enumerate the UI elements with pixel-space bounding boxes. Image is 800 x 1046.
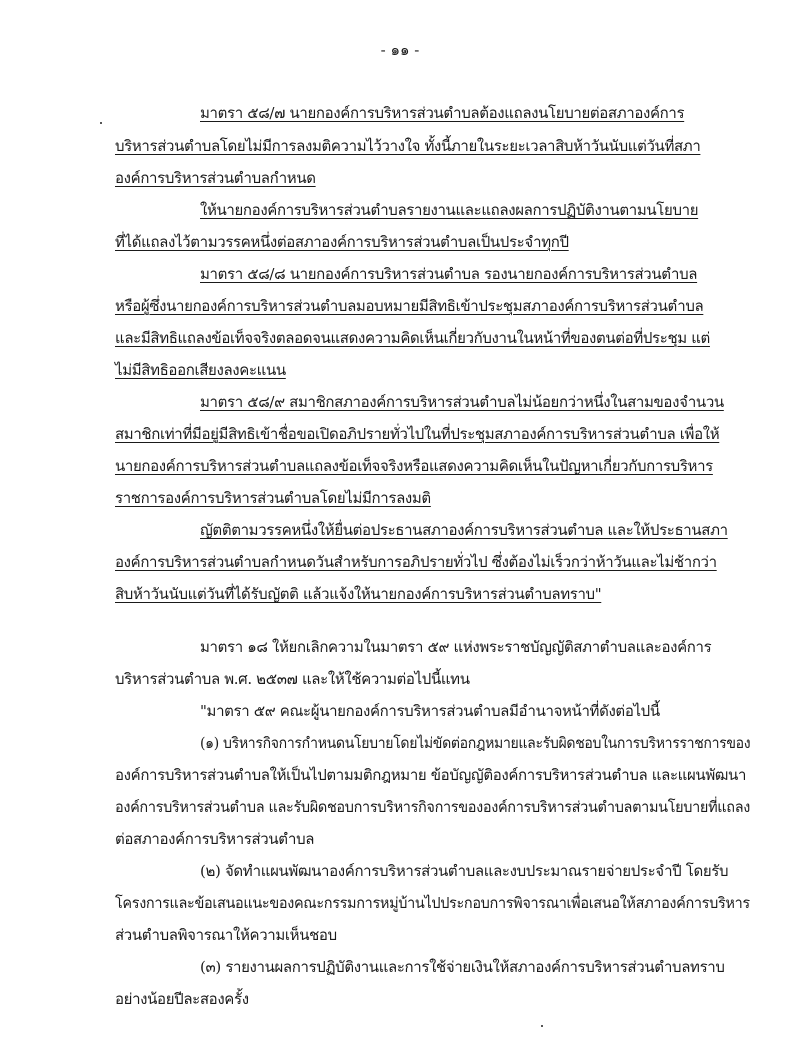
text-line: องค์การบริหารส่วนตำบล และรับผิดชอบการบริหารกิจการขององค์การบริหารส่วนตำบลตามนโยบายที่แถลง (115, 798, 750, 816)
text-line: มาตรา ๕๘/๘ นายกองค์การบริหารส่วนตำบล รองนายกองค์การบริหารส่วนตำบล (200, 265, 698, 283)
text-line: (๑) บริหารกิจการกำหนดนโยบายโดยไม่ขัดต่อกฎหมายและรับผิดชอบในการบริหารราชการของ (200, 734, 751, 752)
text-line: อย่างน้อยปีละสองครั้ง (115, 990, 249, 1008)
text-line: บริหารส่วนตำบล พ.ศ. ๒๕๓๗ และให้ใช้ความต่อไปนี้แทน (115, 670, 470, 688)
text-line: ราชการองค์การบริหารส่วนตำบลโดยไม่มีการลงมติ (115, 489, 431, 507)
text-line: ส่วนตำบลพิจารณาให้ความเห็นชอบ (115, 926, 337, 944)
text-line: (๒) จัดทำแผนพัฒนาองค์การบริหารส่วนตำบลและงบประมาณรายจ่ายประจำปี โดยรับ (200, 862, 729, 880)
text-line: นายกองค์การบริหารส่วนตำบลแถลงข้อเท็จจริงหรือแสดงความคิดเห็นในปัญหาเกี่ยวกับการบริหาร (115, 457, 713, 475)
text-line: ไม่มีสิทธิออกเสียงลงคะแนน (115, 361, 286, 379)
text-line: มาตรา ๕๘/๙ สมาชิกสภาองค์การบริหารส่วนตำบลไม่น้อยกว่าหนึ่งในสามของจำนวน (200, 393, 724, 411)
text-line: สิบห้าวันนับแต่วันที่ได้รับญัตติ แล้วแจ้งให้นายกองค์การบริหารส่วนตำบลทราบ" (115, 585, 602, 603)
text-line: "มาตรา ๕๙ คณะผู้นายกองค์การบริหารส่วนตำบลมีอำนาจหน้าที่ดังต่อไปนี้ (200, 702, 660, 720)
text-line: (๓) รายงานผลการปฏิบัติงานและการใช้จ่ายเงินให้สภาองค์การบริหารส่วนตำบลทราบ (200, 958, 725, 976)
text-line: และมีสิทธิแถลงข้อเท็จจริงตลอดจนแสดงความคิดเห็นเกี่ยวกับงานในหน้าที่ของตนต่อที่ประชุม แต่ (115, 329, 710, 347)
text-line: องค์การบริหารส่วนตำบลให้เป็นไปตามมติกฎหมาย ข้อบัญญัติองค์การบริหารส่วนตำบล และแผนพัฒนา (115, 766, 747, 784)
page-number: - ๑๑ - (380, 41, 420, 59)
text-line: บริหารส่วนตำบลโดยไม่มีการลงมติความไว้วางใจ ทั้งนี้ภายในระยะเวลาสิบห้าวันนับแต่วันที่สภา (115, 137, 701, 155)
text-line: องค์การบริหารส่วนตำบลกำหนด (115, 169, 316, 187)
text-line: โครงการและข้อเสนอแนะของคณะกรรมการหมู่บ้านไปประกอบการพิจารณาเพื่อเสนอให้สภาองค์การบริหาร (115, 894, 750, 912)
scan-speck (100, 122, 102, 124)
text-line: ต่อสภาองค์การบริหารส่วนตำบล (115, 830, 315, 848)
text-line: ที่ได้แถลงไว้ตามวรรคหนึ่งต่อสภาองค์การบริหารส่วนตำบลเป็นประจำทุกปี (115, 233, 569, 251)
text-line: องค์การบริหารส่วนตำบลกำหนดวันสำหรับการอภิปรายทั่วไป ซึ่งต้องไม่เร็วกว่าห้าวันและไม่ช้ากว่า (115, 553, 717, 571)
text-line: ให้นายกองค์การบริหารส่วนตำบลรายงานและแถลงผลการปฏิบัติงานตามนโยบาย (200, 201, 699, 219)
text-line: หรือผู้ซึ่งนายกองค์การบริหารส่วนตำบลมอบหมายมีสิทธิเข้าประชุมสภาองค์การบริหารส่วนตำบล (115, 297, 704, 315)
text-line: ญัตติตามวรรคหนึ่งให้ยื่นต่อประธานสภาองค์การบริหารส่วนตำบล และให้ประธานสภา (200, 521, 728, 539)
text-line: มาตรา ๑๘ ให้ยกเลิกความในมาตรา ๕๙ แห่งพระราชบัญญัติสภาตำบลและองค์การ (200, 638, 712, 656)
scan-speck (541, 1025, 543, 1027)
text-line: สมาชิกเท่าที่มีอยู่มีสิทธิเข้าชื่อขอเปิดอภิปรายทั่วไปในที่ประชุมสภาองค์การบริหารส่วนตำบล เพื่อให้ (115, 425, 720, 443)
text-line: มาตรา ๕๘/๗ นายกองค์การบริหารส่วนตำบลต้องแถลงนโยบายต่อสภาองค์การ (200, 104, 685, 122)
